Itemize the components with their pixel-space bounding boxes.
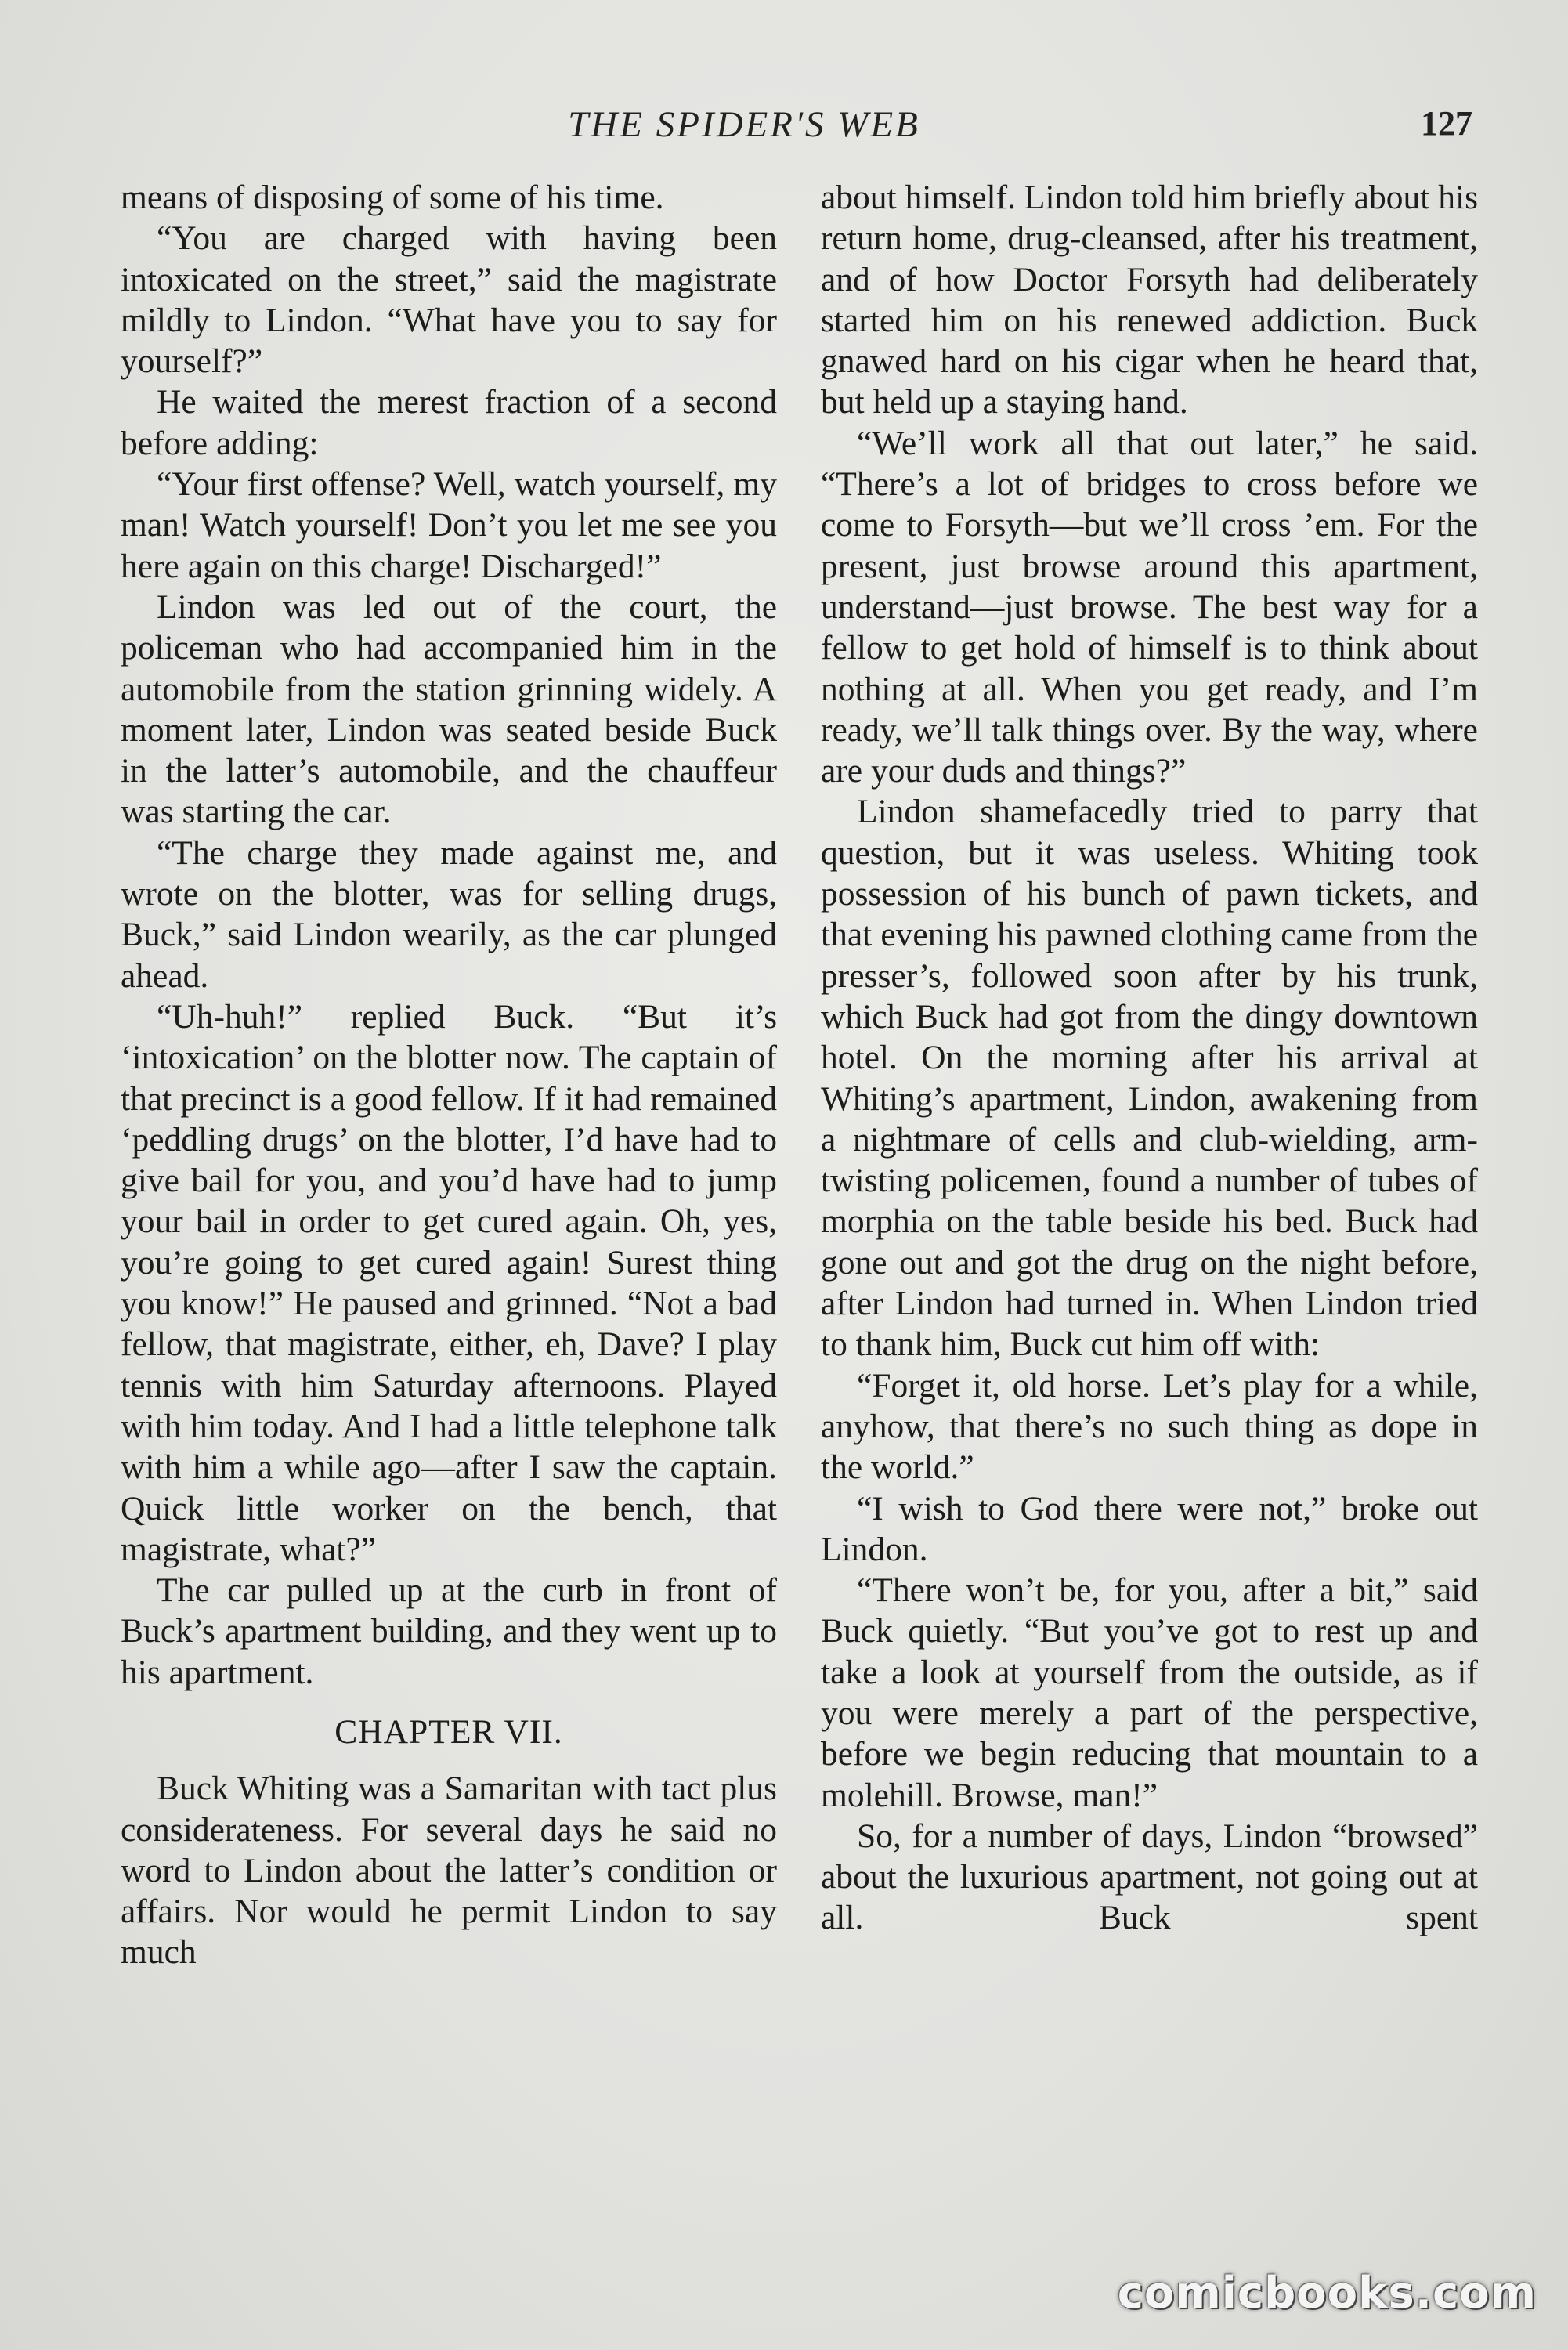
paragraph: “There won’t be, for you, after a bit,” said Buck quietly. “But you’ve got to rest up and take a look at yourself from the outside, as if you were merely a part of the perspective, before we begin reducing that mountain to a molehill. Browse, man!” (821, 1571, 1478, 1814)
site-watermark: comicbooks.com (1117, 2268, 1537, 2319)
paragraph: The car pulled up at the curb in front of Buck’s apartment building, and they went up to his apartment. (121, 1571, 777, 1691)
paragraph: “You are charged with having been intoxicated on the street,” said the magistrate mildly to Lindon. “What have you to say for yourself?” (121, 219, 777, 381)
running-header-title: THE SPIDER'S WEB (568, 104, 920, 145)
left-column (121, 177, 777, 1973)
paragraph: So, for a number of days, Lindon “browsed” about the luxurious apartment, not going out at all. Buck spent (821, 1817, 1478, 1937)
chapter-heading: CHAPTER VII. (334, 1712, 563, 1751)
paragraph: “The charge they made against me, and wrote on the blotter, was for selling drugs, Buck,” said Lindon wearily, as the car plunged ahead. (121, 833, 777, 995)
paragraph: Lindon was led out of the court, the policeman who had accompanied him in the automobile from the station grinning widely. A moment later, Lindon was seated beside Buck in the latter’s automobile, and the chauffeur was starting the car. (121, 588, 777, 831)
paragraph: “I wish to God there were not,” broke out Lindon. (821, 1489, 1478, 1568)
paragraph: Buck Whiting was a Samaritan with tact plus considerateness. For several days he said no word to Lindon about the latter’s condition or affairs. Nor would he permit Lindon to say much (121, 1770, 777, 1972)
page-number: 127 (1421, 104, 1472, 143)
paragraph: “Forget it, old horse. Let’s play for a while, anyhow, that there’s no such thing as dope in the world.” (821, 1366, 1478, 1487)
right-column (821, 177, 1478, 1939)
paragraph: Lindon shamefacedly tried to parry that question, but it was useless. Whiting took possession of his bunch of pawn tickets, and that evening his pawned clothing came from the presser’s, followed soon after by his trunk, which Buck had got from the dingy downtown hotel. On the morning after his arrival at Whiting’s apartment, Lindon, awakening from a nightmare of cells and club-wielding, arm-twisting policemen, found a number of tubes of morphia on the table beside his bed. Buck had gone out and got the drug on the night before, after Lindon had turned in. When Lindon tried to thank him, Buck cut him off with: (821, 793, 1478, 1364)
paragraph: “Your first offense? Well, watch yourself, my man! Watch yourself! Don’t you let me see you here again on this charge! Discharged!” (121, 465, 777, 585)
paragraph: He waited the merest fraction of a second before adding: (121, 383, 777, 462)
paragraph: “We’ll work all that out later,” he said. “There’s a lot of bridges to cross before we come to Forsyth—but we’ll cross ’em. For the present, just browse around this apartment, understand—just browse. The best way for a fellow to get hold of himself is to think about nothing at all. When you get ready, and I’m ready, we’ll talk things over. By the way, where are your duds and things?” (821, 424, 1478, 790)
paragraph: about himself. Lindon told him briefly about his return home, drug-cleansed, after his treatment, and of how Doctor Forsyth had deliberately started him on his renewed addiction. Buck gnawed hard on his cigar when he heard that, but held up a staying hand. (821, 179, 1478, 421)
paragraph: means of disposing of some of his time. (121, 179, 664, 216)
paragraph: “Uh-huh!” replied Buck. “But it’s ‘intoxication’ on the blotter now. The captain of that precinct is a good fellow. If it had remained ‘peddling drugs’ on the blotter, I’d have had to give bail for you, and you’d have had to jump your bail in order to get cured again. Oh, yes, you’re going to get cured again! Surest thing you know!” He paused and grinned. “Not a bad fellow, that magistrate, either, eh, Dave? I play tennis with him Saturday afternoons. Played with him today. And I had a little telephone talk with him a while ago—after I saw the captain. Quick little worker on the bench, that magistrate, what?” (121, 997, 777, 1568)
